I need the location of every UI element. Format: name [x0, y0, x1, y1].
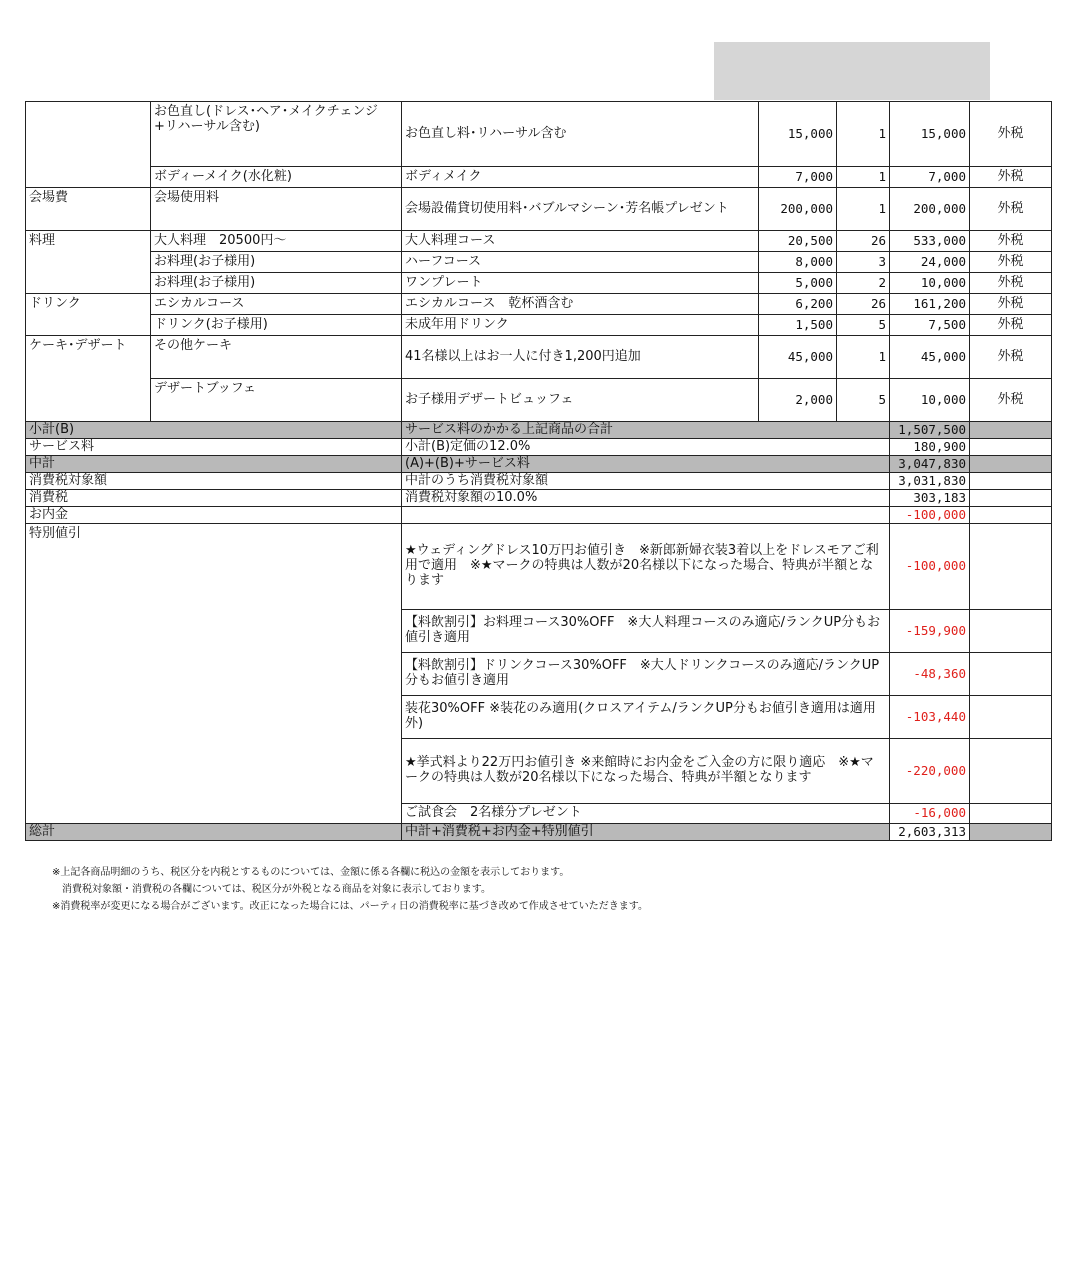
item-row: [26, 167, 1052, 188]
summary-label: 小計(B): [26, 422, 402, 439]
item-amount: 7,000: [890, 167, 970, 188]
summary-row-subtotal-b: [26, 422, 1052, 439]
item-tax: 外税: [970, 188, 1052, 231]
summary-amount: 303,183: [890, 490, 970, 507]
item-name: お料理(お子様用): [151, 252, 402, 273]
discount-amount: -159,900: [890, 610, 970, 653]
summary-tax: [970, 507, 1052, 524]
item-desc: 未成年用ドリンク: [402, 315, 759, 336]
summary-row-service: [26, 439, 1052, 456]
item-tax: 外税: [970, 294, 1052, 315]
item-category: [26, 167, 151, 188]
item-name: ボディーメイク(水化粧): [151, 167, 402, 188]
discount-label: 特別値引: [26, 524, 402, 824]
item-desc: 41名様以上はお一人に付き1,200円追加: [402, 336, 759, 379]
item-category: 会場費: [26, 188, 151, 231]
summary-desc: サービス料のかかる上記商品の合計: [402, 422, 890, 439]
item-name: その他ケーキ: [151, 336, 402, 379]
discount-amount: -103,440: [890, 696, 970, 739]
item-amount: 161,200: [890, 294, 970, 315]
item-price: 1,500: [759, 315, 837, 336]
summary-amount: 3,031,830: [890, 473, 970, 490]
item-amount: 533,000: [890, 231, 970, 252]
summary-label: 消費税: [26, 490, 402, 507]
item-name: エシカルコース: [151, 294, 402, 315]
item-price: 8,000: [759, 252, 837, 273]
discount-desc: ★ウェディングドレス10万円お値引き ※新郎新婦衣装3着以上をドレスモアご利用で適用 ※★マークの特典は人数が20名様以下になった場合、特典が半額となります: [402, 524, 890, 610]
estimate-table: [25, 101, 1052, 841]
item-qty: 5: [837, 315, 890, 336]
item-desc: ワンプレート: [402, 273, 759, 294]
item-amount: 10,000: [890, 273, 970, 294]
item-row: [26, 231, 1052, 252]
item-name: デザートブッフェ: [151, 379, 402, 422]
item-desc: お子様用デザートビュッフェ: [402, 379, 759, 422]
discount-amount: -100,000: [890, 524, 970, 610]
item-tax: 外税: [970, 379, 1052, 422]
summary-amount: 180,900: [890, 439, 970, 456]
summary-desc: 消費税対象額の10.0%: [402, 490, 890, 507]
item-price: 45,000: [759, 336, 837, 379]
summary-label: 中計: [26, 456, 402, 473]
total-desc: 中計+消費税+お内金+特別値引: [402, 824, 890, 841]
discount-tax: [970, 804, 1052, 824]
discount-desc: 【料飲割引】ドリンクコース30%OFF ※大人ドリンクコースのみ適応/ランクUP分もお値引き適用: [402, 653, 890, 696]
item-tax: 外税: [970, 231, 1052, 252]
item-category: 料理: [26, 231, 151, 294]
item-desc: 会場設備貸切使用料･バブルマシーン･芳名帳プレゼント: [402, 188, 759, 231]
footnote-line: 消費税対象額・消費税の各欄については、税区分が外税となる商品を対象に表示しております。: [52, 884, 491, 895]
item-row: [26, 379, 1052, 422]
footnote-line: ※上記各商品明細のうち、税区分を内税とするものについては、金額に係る各欄に税込の金額を表示しております。: [52, 867, 570, 878]
summary-desc: [402, 507, 890, 524]
discount-tax: [970, 739, 1052, 804]
discount-desc: 装花30%OFF ※装花のみ適用(クロスアイテム/ランクUP分もお値引き適用は適用外): [402, 696, 890, 739]
item-name: 会場使用料: [151, 188, 402, 231]
item-tax: 外税: [970, 167, 1052, 188]
item-tax: 外税: [970, 252, 1052, 273]
summary-label: お内金: [26, 507, 402, 524]
item-desc: 大人料理コース: [402, 231, 759, 252]
item-amount: 7,500: [890, 315, 970, 336]
total-tax: [970, 824, 1052, 841]
item-price: 20,500: [759, 231, 837, 252]
discount-desc: ★挙式料より22万円お値引き ※来館時にお内金をご入金の方に限り適応 ※★マークの特典は人数が20名様以下になった場合、特典が半額となります: [402, 739, 890, 804]
item-qty: 3: [837, 252, 890, 273]
header-gray-box: [714, 42, 990, 100]
item-tax: 外税: [970, 102, 1052, 167]
item-qty: 2: [837, 273, 890, 294]
item-price: 5,000: [759, 273, 837, 294]
item-qty: 1: [837, 167, 890, 188]
summary-row-deposit: [26, 507, 1052, 524]
discount-desc: 【料飲割引】お料理コース30%OFF ※大人料理コースのみ適応/ランクUP分もお値引き適用: [402, 610, 890, 653]
item-desc: ハーフコース: [402, 252, 759, 273]
item-desc: エシカルコース 乾杯酒含む: [402, 294, 759, 315]
summary-desc: 小計(B)定価の12.0%: [402, 439, 890, 456]
summary-desc: (A)+(B)+サービス料: [402, 456, 890, 473]
summary-tax: [970, 456, 1052, 473]
summary-row-tax: [26, 490, 1052, 507]
item-row: [26, 102, 1052, 167]
item-price: 7,000: [759, 167, 837, 188]
item-desc: ボディメイク: [402, 167, 759, 188]
discount-row: [26, 524, 1052, 610]
item-category: [26, 102, 151, 167]
item-qty: 26: [837, 231, 890, 252]
total-row: [26, 824, 1052, 841]
item-price: 6,200: [759, 294, 837, 315]
item-name: お色直し(ドレス･ヘア･メイクチェンジ+リハーサル含む): [151, 102, 402, 167]
item-name: お料理(お子様用): [151, 273, 402, 294]
summary-row-midtotal: [26, 456, 1052, 473]
item-row: [26, 252, 1052, 273]
item-amount: 10,000: [890, 379, 970, 422]
item-desc: お色直し料･リハーサル含む: [402, 102, 759, 167]
item-price: 2,000: [759, 379, 837, 422]
summary-tax: [970, 422, 1052, 439]
summary-amount: -100,000: [890, 507, 970, 524]
summary-tax: [970, 439, 1052, 456]
discount-tax: [970, 610, 1052, 653]
summary-amount: 1,507,500: [890, 422, 970, 439]
item-tax: 外税: [970, 315, 1052, 336]
item-amount: 45,000: [890, 336, 970, 379]
summary-label: 消費税対象額: [26, 473, 402, 490]
item-amount: 15,000: [890, 102, 970, 167]
discount-amount: -220,000: [890, 739, 970, 804]
item-name: 大人料理 20500円～: [151, 231, 402, 252]
item-tax: 外税: [970, 273, 1052, 294]
footnote-line: ※消費税率が変更になる場合がございます。改正になった場合には、パーティ日の消費税率に基づき改めて作成させていただきます。: [52, 901, 648, 912]
summary-tax: [970, 490, 1052, 507]
summary-row-taxable: [26, 473, 1052, 490]
summary-desc: 中計のうち消費税対象額: [402, 473, 890, 490]
item-row: [26, 315, 1052, 336]
item-category: ドリンク: [26, 294, 151, 336]
item-qty: 5: [837, 379, 890, 422]
item-price: 15,000: [759, 102, 837, 167]
item-row: [26, 188, 1052, 231]
total-label: 総計: [26, 824, 402, 841]
item-row: [26, 273, 1052, 294]
footnotes: [52, 864, 648, 915]
discount-desc: ご試食会 2名様分プレゼント: [402, 804, 890, 824]
item-qty: 26: [837, 294, 890, 315]
item-qty: 1: [837, 102, 890, 167]
discount-amount: -16,000: [890, 804, 970, 824]
item-tax: 外税: [970, 336, 1052, 379]
discount-tax: [970, 653, 1052, 696]
discount-amount: -48,360: [890, 653, 970, 696]
discount-tax: [970, 696, 1052, 739]
item-qty: 1: [837, 336, 890, 379]
item-amount: 200,000: [890, 188, 970, 231]
item-category: ケーキ･デザート: [26, 336, 151, 422]
summary-tax: [970, 473, 1052, 490]
item-price: 200,000: [759, 188, 837, 231]
item-name: ドリンク(お子様用): [151, 315, 402, 336]
item-amount: 24,000: [890, 252, 970, 273]
discount-tax: [970, 524, 1052, 610]
item-qty: 1: [837, 188, 890, 231]
total-amount: 2,603,313: [890, 824, 970, 841]
item-row: [26, 294, 1052, 315]
summary-amount: 3,047,830: [890, 456, 970, 473]
item-row: [26, 336, 1052, 379]
summary-label: サービス料: [26, 439, 402, 456]
